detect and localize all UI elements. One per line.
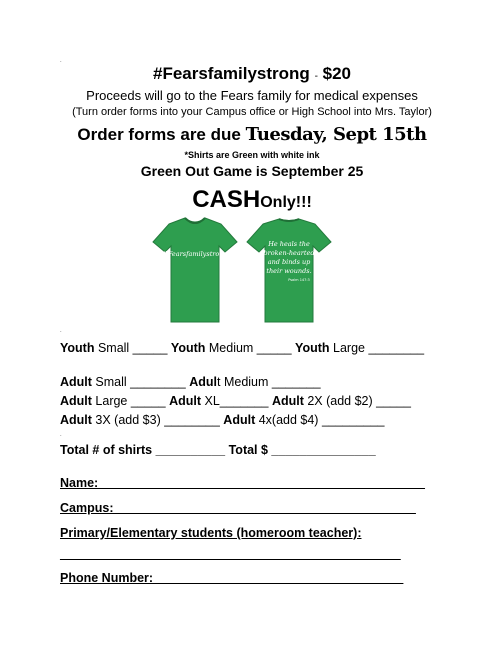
adult-4x-field[interactable]: 4x(add $4) _________: [255, 413, 385, 427]
adult-label: Adul: [189, 375, 218, 389]
due-date-line: [0, 124, 504, 145]
adult-sizes-row-2: [60, 394, 411, 408]
adult-medium-field[interactable]: t Medium _______: [217, 375, 321, 389]
adult-label: Adult: [223, 413, 256, 427]
youth-label: Youth: [295, 341, 330, 355]
adult-2x-field[interactable]: 2X (add $2) _____: [303, 394, 411, 408]
title-separator: -: [314, 71, 318, 82]
shirt-back-line-4: their wounds.: [266, 267, 312, 275]
youth-sizes-row: [60, 341, 424, 355]
adult-large-field[interactable]: Large _____: [91, 394, 170, 408]
shirt-front: [153, 218, 237, 322]
due-prefix: Order forms are due: [77, 125, 241, 144]
stray-dot: .: [60, 58, 62, 64]
youth-label: Youth: [60, 341, 95, 355]
youth-label: Youth: [170, 341, 206, 355]
homeroom-teacher-field[interactable]: _________________________________________________: [60, 547, 401, 561]
only-word: Only!!!: [260, 194, 312, 211]
proceeds-text: Proceeds will go to the Fears family for medical expenses: [86, 88, 418, 103]
totals-row[interactable]: Total # of shirts __________ Total $ _______________: [60, 443, 376, 457]
turn-in-instructions: (Turn order forms into your Campus office or High School into Mrs. Taylor): [72, 106, 432, 118]
name-field[interactable]: Name:_______________________________________________: [60, 476, 425, 490]
page-title: [0, 64, 504, 84]
campus-field[interactable]: Campus: ___________________________________________: [60, 501, 416, 515]
youth-large-field[interactable]: Large ________: [329, 341, 425, 355]
adult-label: Adult: [60, 413, 92, 427]
stray-dot: .: [60, 328, 62, 334]
youth-small-field[interactable]: Small _____: [94, 341, 171, 355]
adult-label: Adult: [60, 394, 92, 408]
shirt-back-ref: Psalm 147:3: [288, 278, 310, 282]
adult-small-field[interactable]: Small ________: [91, 375, 190, 389]
adult-label: Adult: [60, 375, 92, 389]
shirts-image: [147, 216, 337, 326]
adult-label: Adult: [169, 394, 202, 408]
shirt-color-note: *Shirts are Green with white ink: [184, 150, 320, 160]
phone-number-field[interactable]: Phone Number:____________________________________: [60, 571, 404, 585]
adult-3x-field[interactable]: 3X (add $3) ________: [91, 413, 224, 427]
shirt-front-text: #Fearsfamilystrong: [162, 250, 228, 258]
title-hashtag: #Fearsfamilystrong: [152, 64, 310, 83]
adult-sizes-row-3: [60, 413, 385, 427]
stray-dot: .: [60, 432, 62, 438]
cash-only-line: [0, 186, 504, 214]
adult-label: Adult: [271, 394, 304, 408]
shirt-back-line-2: broken-hearted: [263, 249, 315, 257]
shirt-back-line-3: and binds up: [267, 258, 311, 266]
due-date: Tuesday, Sept 15th: [245, 124, 427, 145]
shirt-back-line-1: He heals the: [268, 240, 310, 248]
youth-medium-field[interactable]: Medium _____: [205, 341, 296, 355]
title-price: $20: [322, 64, 352, 83]
cash-word: CASH: [192, 186, 261, 213]
adult-xl-field[interactable]: XL_______: [201, 394, 272, 408]
homeroom-teacher-label: Primary/Elementary students (homeroom teacher):: [60, 526, 362, 540]
shirt-back: [247, 219, 331, 322]
adult-sizes-row-1: [60, 375, 321, 389]
green-out-game: Green Out Game is September 25: [140, 163, 364, 179]
